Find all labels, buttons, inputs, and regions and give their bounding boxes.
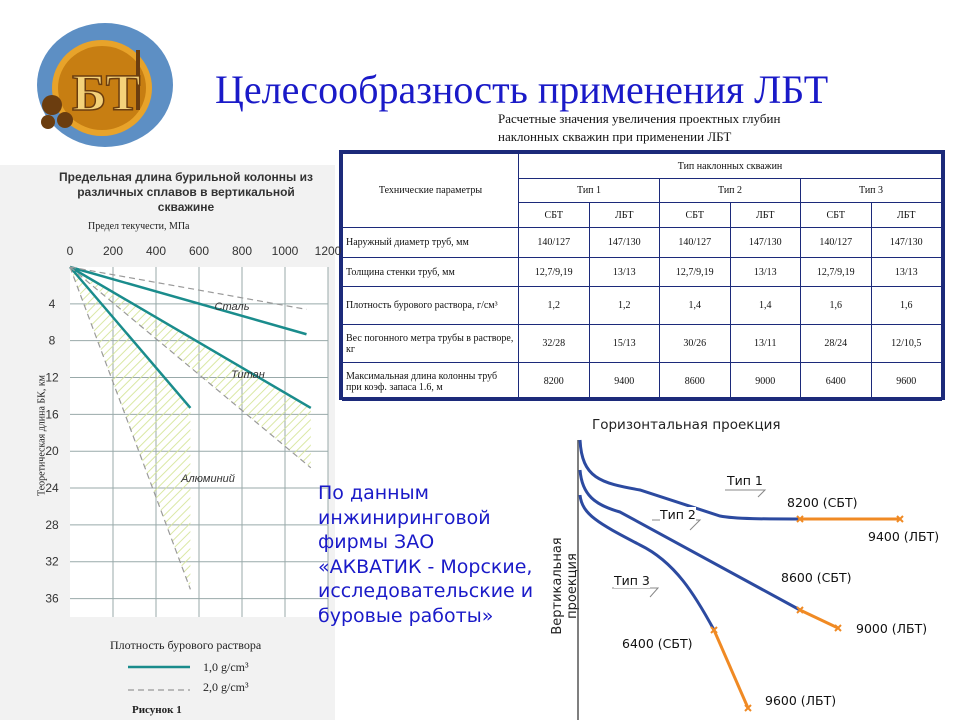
table-cell: 9600	[871, 363, 942, 401]
table-row	[343, 287, 942, 325]
value-label-9600-lbt: 9600 (ЛБТ)	[765, 693, 837, 708]
table-row	[343, 363, 942, 401]
table-cell: 32/28	[519, 325, 590, 363]
table-type-header: Тип 1	[519, 179, 660, 203]
value-label-8200-sbt: 8200 (СБТ)	[787, 495, 858, 510]
source-note: По данным инжиниринговой фирмы ЗАО «АКВАТИК - Морские, исследовательские и буровые работы»	[318, 482, 534, 627]
left-chart-title: Предельная длина бурильной колонны из различных сплавов в вертикальной скважине	[59, 170, 313, 214]
table-caption	[498, 110, 948, 146]
table-cell: 1,4	[730, 287, 801, 325]
series-label: Титан	[231, 369, 265, 381]
table-caption-line-2: наклонных скважин при применении ЛБТ	[498, 129, 732, 144]
table-cell: 12,7/9,19	[519, 258, 590, 287]
well-type-3-lbt	[714, 630, 748, 708]
value-label-6400-sbt: 6400 (СБТ)	[622, 636, 693, 651]
table-cell: 13/11	[730, 325, 801, 363]
table-caption-line-1: Расчетные значения увеличения проектных глубин	[498, 111, 781, 126]
x-tick-label: 1200	[314, 244, 342, 258]
y-tick-label: 4	[48, 296, 56, 311]
table-cell: 13/13	[589, 258, 660, 287]
left-chart-y-axis-label: Теоретическая длина БК, км	[36, 374, 48, 497]
table-subcol-header: СБТ	[519, 203, 590, 228]
table-row-label: Наружный диаметр труб, мм	[343, 228, 519, 258]
table-row-label: Вес погонного метра трубы в растворе, кг	[343, 325, 519, 363]
right-chart-title: Горизонтальная проекция	[592, 417, 781, 433]
table-cell: 140/127	[801, 228, 872, 258]
table-cell: 13/13	[730, 258, 801, 287]
table-cell: 1,2	[519, 287, 590, 325]
table-cell: 15/13	[589, 325, 660, 363]
table-type-header: Тип 2	[660, 179, 801, 203]
series-label: Сталь	[214, 301, 250, 313]
table-cell: 12/10,5	[871, 325, 942, 363]
table-cell: 12,7/9,19	[660, 258, 731, 287]
string-length-chart	[0, 165, 342, 720]
table-cell: 6400	[801, 363, 872, 401]
table-cell: 12,7/9,19	[801, 258, 872, 287]
table-cell: 147/130	[871, 228, 942, 258]
y-tick-label: 36	[45, 591, 59, 606]
y-tick-label: 12	[45, 370, 59, 385]
comparison-table	[339, 150, 945, 400]
table-row-label: Плотность бурового раствора, г/см³	[343, 287, 519, 325]
table-cell: 8200	[519, 363, 590, 401]
y-tick-label: 16	[45, 407, 59, 422]
table-row-label: Максимальная длина колонны труб при коэф. запаса 1.6, м	[343, 363, 519, 401]
value-label-8600-sbt: 8600 (СБТ)	[781, 570, 852, 585]
x-tick-label: 200	[102, 244, 124, 258]
table-cell: 147/130	[730, 228, 801, 258]
table-param-header: Технические параметры	[343, 154, 519, 228]
y-tick-label: 28	[45, 517, 59, 532]
table-cell: 147/130	[589, 228, 660, 258]
table-subcol-header: ЛБТ	[730, 203, 801, 228]
left-chart-legend-title: Плотность бурового раствора	[110, 638, 262, 652]
page-title: Целесообразность применения ЛБТ	[215, 67, 829, 112]
label-type-3: Тип 3	[614, 573, 650, 588]
x-tick-label: 600	[188, 244, 210, 258]
table-cell: 8600	[660, 363, 731, 401]
value-label-9000-lbt: 9000 (ЛБТ)	[856, 621, 928, 636]
table-cell: 9400	[589, 363, 660, 401]
table-cell: 28/24	[801, 325, 872, 363]
table-subcol-header: СБТ	[660, 203, 731, 228]
x-tick-label: 0	[66, 244, 74, 258]
table-subcol-header: СБТ	[801, 203, 872, 228]
table-cell: 9000	[730, 363, 801, 401]
table-subcol-header: ЛБТ	[589, 203, 660, 228]
label-type-1: Тип 1	[727, 473, 763, 488]
table-row	[343, 228, 942, 258]
left-chart-x-axis-label: Предел текучести, МПа	[88, 221, 190, 232]
table-cell: 30/26	[660, 325, 731, 363]
table-cell: 140/127	[660, 228, 731, 258]
legend-label-2: 2,0 g/cm³	[203, 680, 249, 694]
table-cell: 1,4	[660, 287, 731, 325]
x-tick-label: 1000	[271, 244, 299, 258]
legend-label-1: 1,0 g/cm³	[203, 660, 249, 674]
table-cell: 140/127	[519, 228, 590, 258]
figure-caption: Рисунок 1	[132, 704, 182, 716]
y-tick-label: 32	[45, 554, 59, 569]
series-label: Алюминий	[181, 473, 235, 485]
x-tick-label: 800	[231, 244, 253, 258]
right-chart-y-axis-label: Вертикальная проекция	[550, 537, 580, 635]
table-group-header: Тип наклонных скважин	[519, 154, 942, 179]
table-cell: 1,2	[589, 287, 660, 325]
y-tick-label: 24	[45, 481, 59, 496]
company-logo	[10, 10, 175, 150]
table-cell: 1,6	[801, 287, 872, 325]
x-tick-label: 400	[145, 244, 167, 258]
table-cell: 1,6	[871, 287, 942, 325]
y-tick-label: 8	[48, 333, 56, 348]
table-row-label: Толщина стенки труб, мм	[343, 258, 519, 287]
value-label-9400-lbt: 9400 (ЛБТ)	[868, 529, 940, 544]
table-row	[343, 258, 942, 287]
y-tick-label: 20	[45, 444, 59, 459]
well-type-2-lbt	[800, 610, 838, 628]
logo-lettering: БТ	[72, 65, 141, 122]
label-type-2: Тип 2	[660, 507, 696, 522]
table-cell: 13/13	[871, 258, 942, 287]
table-row	[343, 325, 942, 363]
table-subcol-header: ЛБТ	[871, 203, 942, 228]
table-type-header: Тип 3	[801, 179, 942, 203]
